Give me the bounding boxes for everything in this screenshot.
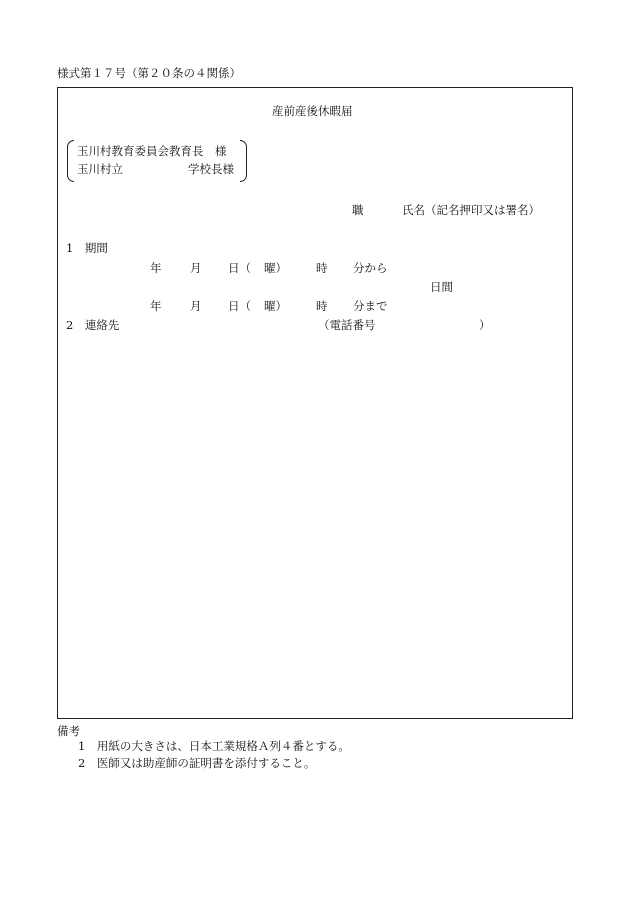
from-minute: 分から bbox=[353, 261, 388, 275]
addressee-bracket-left bbox=[67, 140, 74, 182]
remarks-heading: 備考 bbox=[57, 724, 80, 738]
remarks-item-1: 1 用紙の大きさは、日本工業規格Ａ列４番とする。 bbox=[78, 739, 350, 753]
period-label: 1 期間 bbox=[66, 241, 108, 255]
form-box bbox=[57, 87, 573, 719]
from-year: 年 bbox=[150, 261, 162, 275]
to-day: 日（ bbox=[228, 299, 251, 313]
from-day: 日（ bbox=[228, 261, 251, 275]
position-label: 職 bbox=[352, 203, 364, 217]
remarks-item-2: 2 医師又は助産師の証明書を添付すること。 bbox=[78, 756, 316, 770]
contact-label: 2 連絡先 bbox=[66, 318, 120, 332]
to-hour: 時 bbox=[316, 299, 328, 313]
to-weekday: 曜） bbox=[264, 299, 287, 313]
from-weekday: 曜） bbox=[264, 261, 287, 275]
addressee-school-prefix: 玉川村立 bbox=[77, 162, 123, 176]
form-number: 様式第１７号（第２０条の４関係） bbox=[57, 66, 241, 80]
name-label: 氏名（記名押印又は署名） bbox=[402, 203, 540, 217]
to-minute: 分まで bbox=[353, 299, 388, 313]
days-label: 日間 bbox=[430, 280, 453, 294]
from-month: 月 bbox=[190, 261, 202, 275]
to-year: 年 bbox=[150, 299, 162, 313]
from-hour: 時 bbox=[316, 261, 328, 275]
addressee-line1: 玉川村教育委員会教育長 様 bbox=[77, 144, 227, 158]
to-month: 月 bbox=[190, 299, 202, 313]
addressee-school-suffix: 学校長様 bbox=[188, 162, 234, 176]
form-title: 産前産後休暇届 bbox=[272, 104, 353, 118]
phone-open: （電話番号 bbox=[318, 318, 376, 332]
addressee-bracket-right bbox=[240, 140, 247, 182]
phone-close: ） bbox=[479, 318, 491, 332]
